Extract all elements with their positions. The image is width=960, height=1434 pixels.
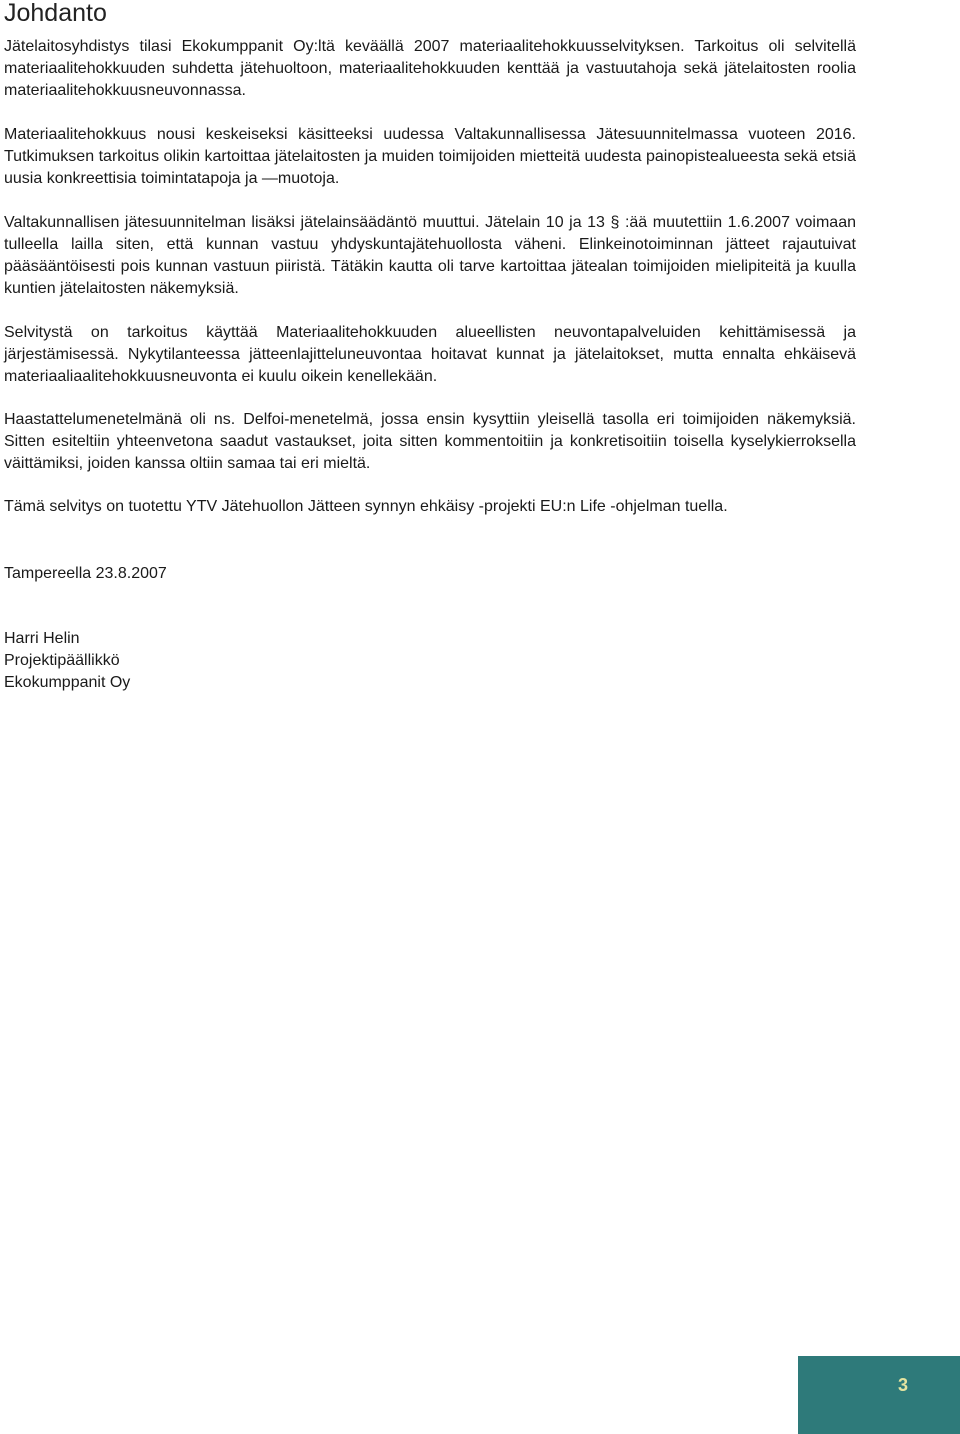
paragraph-funding: Tämä selvitys on tuotettu YTV Jätehuollon Jätteen synnyn ehkäisy -projekti EU:n Life -ohjelman tuella. (4, 498, 728, 515)
paragraph-material-efficiency: Materiaalitehokkuus nousi keskeiseksi käsitteeksi uudessa Valtakunnallisessa Jätesuunnitelmassa vuoteen 2016. Tutkimuksen tarkoitus olikin kartoittaa jätelaitosten ja muiden toimijoiden mietteitä uudesta painopistealueesta sekä etsiä uusia konkreettisia toimintatapoja ja —muotoja. (4, 126, 856, 187)
paragraph-method: Haastattelumenetelmänä oli ns. Delfoi-menetelmä, jossa ensin kysyttiin yleisellä tasolla eri toimijoiden näkemyksiä. Sitten esiteltiin yhteenvetona saadut vastaukset, joita sitten kommentoitiin ja konkretisoitiin toisella kyselykierroksella väittämiksi, joiden kanssa oltiin samaa tai eri mieltä. (4, 411, 856, 472)
paragraph-purpose: Selvitystä on tarkoitus käyttää Materiaalitehokkuuden alueellisten neuvontapalveluiden kehittämisessä ja järjestämisessä. Nykytilanteessa jätteenlajitteluneuvontaa hoitavat kunnat ja jätelaitokset, mutta ennalta ehkäisevä materiaaliaalitehokkuusneuvonta ei kuulu oikein kenellekään. (4, 324, 856, 385)
signer-role: Projektipäällikkö (4, 652, 120, 669)
paragraph-intro: Jätelaitosyhdistys tilasi Ekokumppanit Oy:ltä keväällä 2007 materiaalitehokkuusselvityksen. Tarkoitus oli selvitellä materiaalitehokkuuden suhdetta jätehuoltoon, materiaalitehokkuuden kenttää ja vastuutahoja sekä jätelaitosten roolia materiaalitehokkuusneuvonnassa. (4, 38, 856, 99)
signer-company: Ekokumppanit Oy (4, 674, 131, 691)
page-number: 3 (898, 1375, 909, 1395)
signer-name: Harri Helin (4, 630, 80, 647)
paragraph-legislation: Valtakunnallisen jätesuunnitelman lisäksi jätelainsäädäntö muuttui. Jätelain 10 ja 13 § :ää muutettiin 1.6.2007 voimaan tulleella lailla siten, että kunnan vastuu yhdyskuntajätehuollosta väheni. Elinkeinotoiminnan jätteet rajautuivat pääsääntöisesti pois kunnan vastuun piiristä. Tätäkin kautta oli tarve kartoittaa jätealan toimijoiden mielipiteitä ja kuulla kuntien jätelaitosten näkemyksiä. (4, 214, 856, 297)
place-date: Tampereella 23.8.2007 (4, 565, 167, 582)
page-number-box (798, 1356, 960, 1434)
page-title: Johdanto (4, 0, 107, 27)
